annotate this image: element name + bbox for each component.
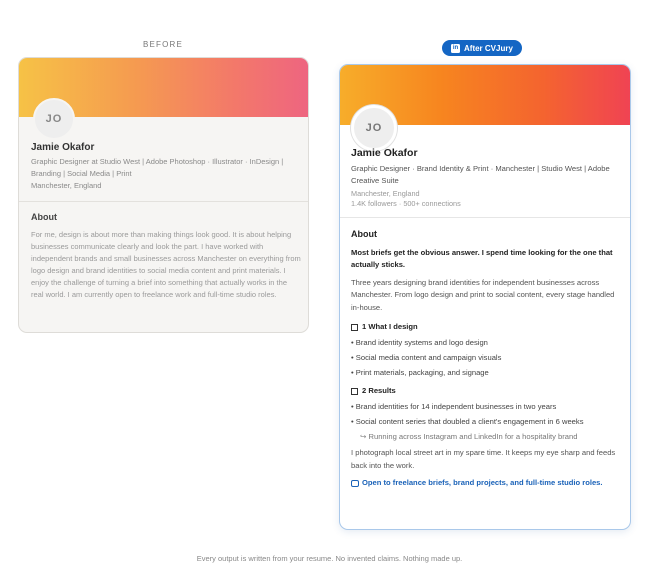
- after-divider: [340, 217, 630, 218]
- after-cta: [351, 477, 623, 490]
- list-item: • Brand identities for 14 independent businesses in two years: [351, 401, 623, 414]
- section-what-i-design: [351, 321, 623, 334]
- after-avatar: JO: [351, 105, 397, 151]
- before-location: Manchester, England: [31, 181, 102, 190]
- section-title: 1 What I design: [362, 322, 418, 331]
- list-item: • Print materials, packaging, and signage: [351, 367, 623, 380]
- after-headline: Graphic Designer · Brand Identity & Print · Manchester | Studio West | Adobe Creative Suite: [351, 164, 610, 185]
- before-about-text: For me, design is about more than making things look good. It is about helping businesses communicate clearly and look the part. I have worked with independent brands and small businesses across Manchester on everything from logo design and brand identities to social media content and print materials. I enjoy the challenge of turning a brief into something that actually works in the real world. I am currently open to freelance work and full-time studio roles.: [31, 230, 301, 299]
- list-item: • Social content series that doubled a client's engagement in 6 weeks: [351, 416, 623, 429]
- sub-list-item: [351, 431, 623, 444]
- return-arrow-icon: ↪: [360, 431, 367, 441]
- before-avatar: JO: [33, 98, 75, 140]
- checkbox-icon: [351, 324, 358, 331]
- footer-disclaimer: Every output is written from your resume. No invented claims. Nothing made up.: [196, 554, 463, 563]
- after-label: After CVJury: [464, 43, 513, 53]
- after-connections: 1.4K followers · 500+ connections: [351, 199, 461, 208]
- after-intro: Three years designing brand identities for independent businesses across Manchester. From logo design and print to social content, every stage handled in-house.: [351, 277, 615, 312]
- after-name: Jamie Okafor: [351, 147, 418, 159]
- before-profile-card: [18, 57, 309, 333]
- sub-list-text: Running across Instagram and LinkedIn for a hospitality brand: [368, 431, 578, 441]
- section-results: [351, 385, 623, 398]
- list-item: • Social media content and campaign visuals: [351, 352, 623, 365]
- checkbox-icon: [351, 388, 358, 395]
- after-profile-card: [339, 64, 631, 530]
- section-title: 2 Results: [362, 386, 396, 395]
- after-hook: Most briefs get the obvious answer. I spend time looking for the one that actually sticks.: [351, 247, 613, 269]
- before-about-heading: About: [31, 212, 57, 222]
- after-closing: I photograph local street art in my spare time. It keeps my eye sharp and feeds back into the work.: [351, 448, 616, 470]
- after-cta-text: Open to freelance briefs, brand projects, and full-time studio roles.: [362, 478, 603, 487]
- linkedin-icon: in: [452, 45, 459, 51]
- after-location: Manchester, England: [351, 189, 420, 198]
- after-about-heading: About: [351, 229, 377, 239]
- after-badge: [442, 40, 522, 56]
- before-divider: [19, 201, 308, 202]
- chat-bubble-icon: [351, 480, 359, 487]
- before-name: Jamie Okafor: [31, 142, 95, 153]
- list-item: • Brand identity systems and logo design: [351, 337, 623, 350]
- before-label: BEFORE: [142, 40, 184, 49]
- before-headline: Graphic Designer at Studio West | Adobe Photoshop · Illustrator · InDesign | Branding | Social Media | Print: [31, 157, 284, 178]
- after-about-section: [351, 228, 623, 490]
